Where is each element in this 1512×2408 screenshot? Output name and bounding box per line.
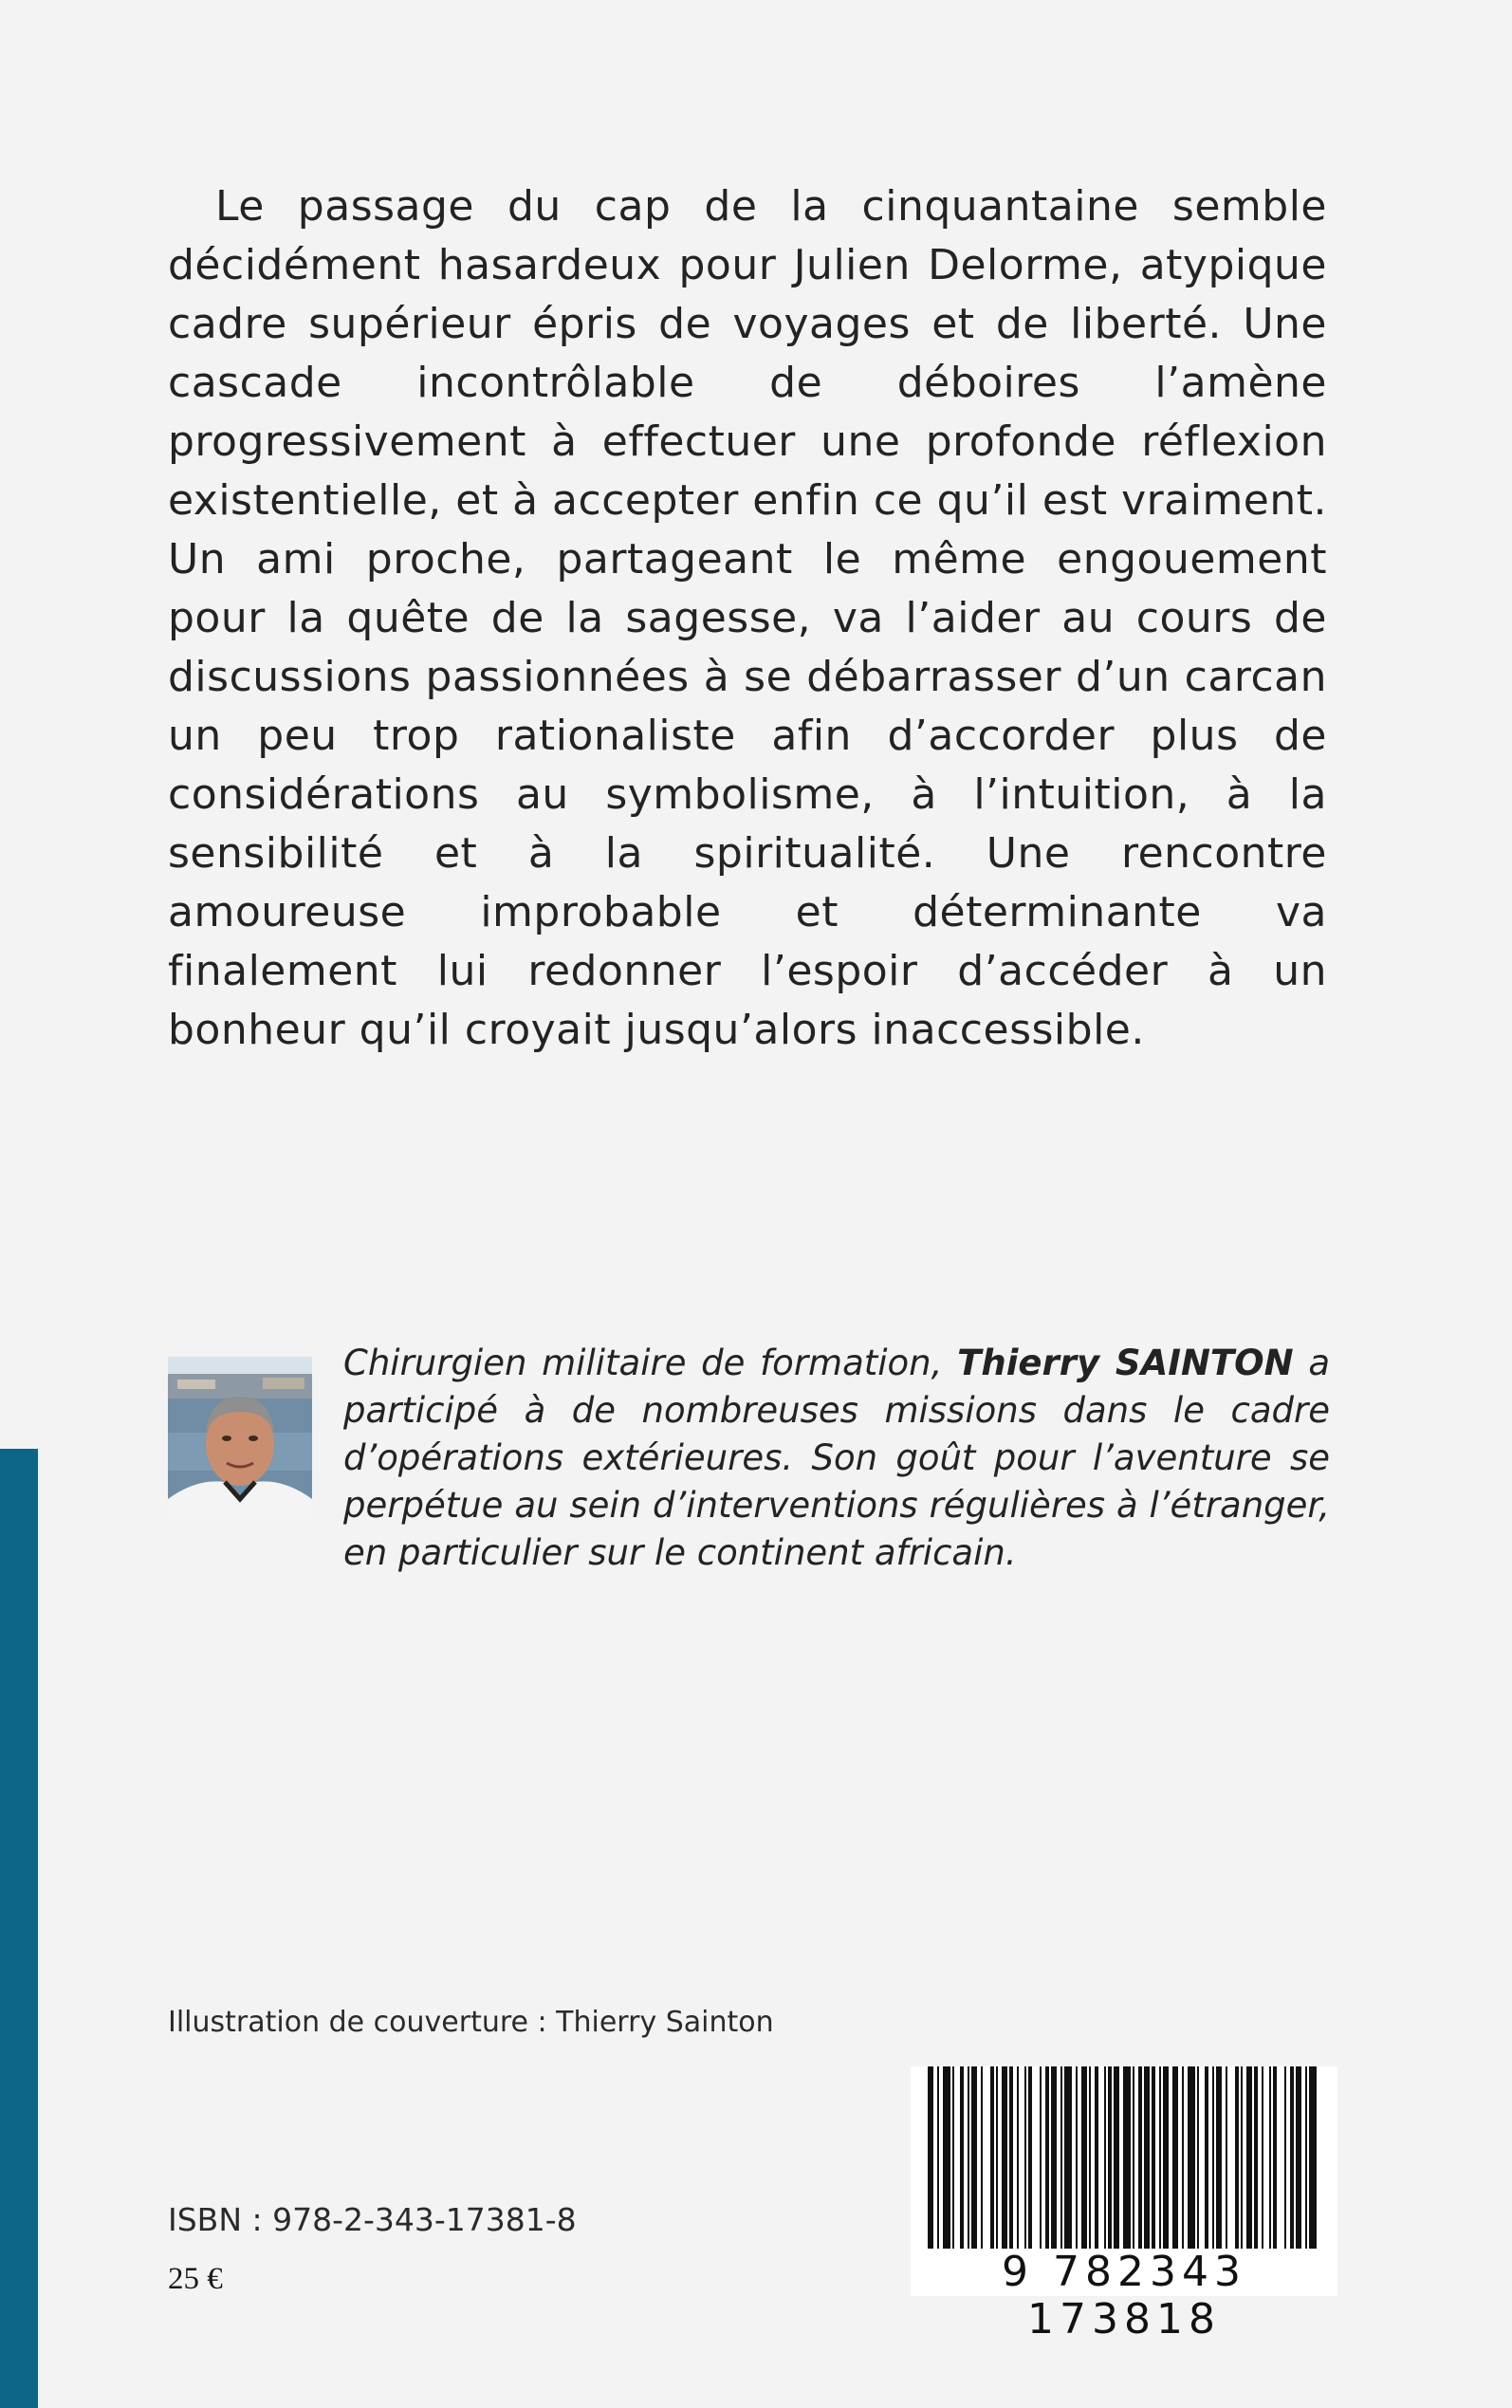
blurb-text: Le passage du cap de la cinquantaine semble décidément hasardeux pour Julien Delorme, atypique cadre supérieur épris de voyages et de liberté. Une cascade incontrôlable de déboires l’amène progressivement à effectuer une profonde réflexion existentielle, et à accepter enfin ce qu’il est vraiment. Un ami proche, partageant le même engouement pour la quête de la sagesse, va l’aider au cours de discussions passionnées à se débarrasser d’un carcan un peu trop rationaliste afin d’accorder plus de considérations au symbolisme, à l’intuition, à la sensibilité et à la spiritualité. Une rencontre amoureuse improbable et déterminante va finalement lui redonner l’espoir d’accéder à un bonheur qu’il croyait jusqu’alors inaccessible. — [168, 182, 1327, 1054]
barcode-bar — [1182, 2066, 1184, 2252]
barcode-bar — [1123, 2066, 1131, 2252]
barcode-bar — [1081, 2066, 1087, 2252]
barcode-bar — [943, 2066, 950, 2252]
barcode-bar — [1133, 2066, 1134, 2252]
barcode-bar — [1197, 2066, 1199, 2252]
barcode-bar — [1009, 2066, 1013, 2252]
author-portrait-image — [168, 1357, 312, 1522]
barcode-bar — [1051, 2066, 1057, 2252]
barcode-bar — [1216, 2066, 1222, 2252]
barcode-bar — [1144, 2066, 1150, 2252]
barcode-bar — [952, 2066, 954, 2252]
barcode-bar — [990, 2066, 994, 2252]
barcode-bar — [1024, 2066, 1026, 2252]
barcode-bar — [1205, 2066, 1208, 2252]
barcode-bar — [960, 2066, 964, 2252]
barcode-bar — [1309, 2066, 1317, 2252]
barcode-bar — [1159, 2066, 1161, 2252]
barcode-bar — [996, 2066, 998, 2252]
back-cover-blurb — [168, 177, 1327, 1060]
price: 25 € — [168, 2262, 223, 2296]
barcode-bar — [1163, 2066, 1169, 2252]
barcode-bar — [1284, 2066, 1286, 2252]
author-bio-body: a participé à de nombreuses missions dans le cadre d’opérations extérieures. Son goût pour l’aventure se perpétue au sein d’interventions régulières à l’étranger, en particulier sur le continent africain. — [343, 1343, 1331, 1573]
barcode-bar — [1172, 2066, 1178, 2252]
author-bio — [343, 1340, 1330, 1577]
barcode-bar — [1269, 2066, 1271, 2252]
barcode-bar — [1212, 2066, 1214, 2252]
cover-illustration-credit: Illustration de couverture : Thierry Sainton — [168, 2006, 774, 2039]
barcode-bar — [1076, 2066, 1078, 2252]
barcode-bar — [1246, 2066, 1252, 2252]
barcode-bar — [971, 2066, 977, 2252]
side-color-band — [0, 1449, 38, 2408]
barcode-bar — [1045, 2066, 1049, 2252]
barcode-bar — [1114, 2066, 1119, 2252]
barcode-bar — [1262, 2066, 1263, 2252]
barcode-bar — [1108, 2066, 1112, 2252]
barcode-bar — [1095, 2066, 1098, 2252]
barcode-bar — [1290, 2066, 1294, 2252]
barcode-bar — [1089, 2066, 1091, 2252]
barcode-bar — [1296, 2066, 1301, 2252]
barcode-bar — [1235, 2066, 1239, 2252]
barcode-bar — [1138, 2066, 1142, 2252]
barcode-bar — [1188, 2066, 1195, 2252]
barcode-bar — [1002, 2066, 1007, 2252]
barcode-bar — [1064, 2066, 1072, 2252]
barcode-bar — [1017, 2066, 1019, 2252]
barcode-bar — [1152, 2066, 1155, 2252]
barcode-bar — [1254, 2066, 1258, 2252]
barcode-bar — [1060, 2066, 1062, 2252]
isbn-number: ISBN : 978-2-343-17381-8 — [168, 2201, 577, 2238]
barcode-bar — [1028, 2066, 1032, 2252]
barcode — [911, 2066, 1337, 2343]
barcode-bar — [1273, 2066, 1277, 2252]
barcode-bar — [1226, 2066, 1227, 2252]
author-photo — [168, 1357, 312, 1522]
author-name: Thierry SAINTON — [957, 1343, 1294, 1383]
barcode-bar — [981, 2066, 983, 2252]
barcode-bar — [1040, 2066, 1042, 2252]
barcode-bar — [1104, 2066, 1106, 2252]
barcode-bar — [968, 2066, 969, 2252]
barcode-bar — [937, 2066, 939, 2252]
barcode-digits: 9 782343 173818 — [911, 2249, 1337, 2296]
barcode-bar — [1305, 2066, 1307, 2252]
barcode-bar — [928, 2066, 933, 2252]
author-bio-paragraph — [343, 1340, 1330, 1577]
author-bio-intro: Chirurgien militaire de formation, — [343, 1343, 958, 1383]
barcode-bar — [1241, 2066, 1243, 2252]
